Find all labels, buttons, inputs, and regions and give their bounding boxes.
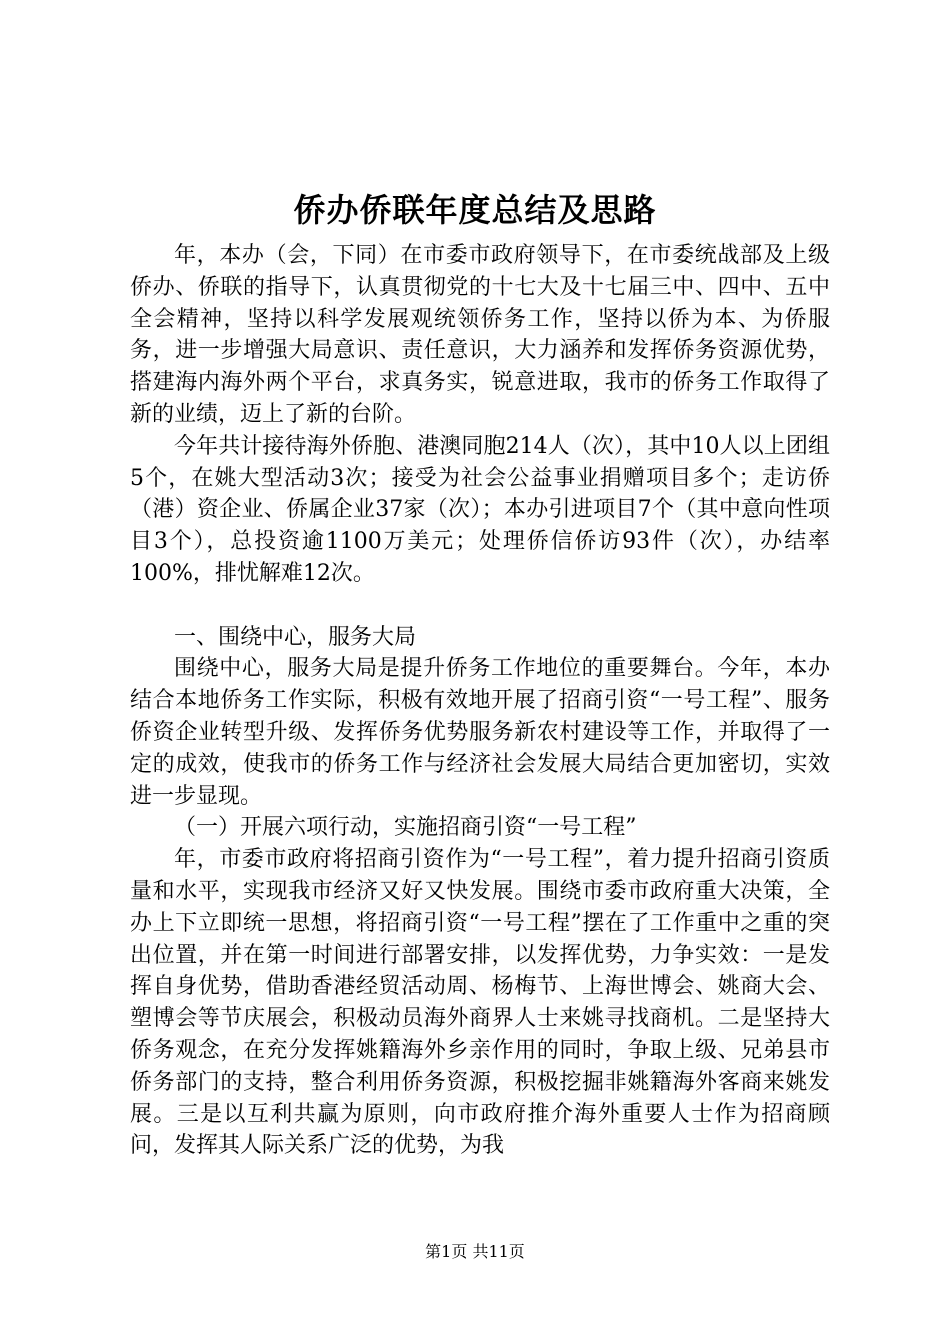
section-heading-1: 一、围绕中心，服务大局 xyxy=(174,624,417,650)
subsection-heading-1: （一）开展六项行动，实施招商引资“一号工程” xyxy=(174,815,637,841)
page-number: 第1页 共11页 xyxy=(425,1242,525,1261)
paragraph-subsection-1: 年，市委市政府将招商引资作为“一号工程”，着力提升招商引资质量和水平，实现我市经济又好又快发展。围绕市委市政府重大决策，全办上下立即统一思想，将招商引资“一号工程”摆在了工作重中之重的突出位置，并在第一时间进行部署安排，以发挥优势，力争实效：一是发挥自身优势，借助香港经贸活动周、杨梅节、上海世博会、姚商大会、塑博会等节庆展会，积极动员海外商界人士来姚寻找商机。二是坚持大侨务观念，在充分发挥姚籍海外乡亲作用的同时，争取上级、兄弟县市侨务部门的支持，整合利用侨务资源，积极挖掘非姚籍海外客商来姚发展。三是以互利共赢为原则，向市政府推介海外重要人士作为招商顾问，发挥其人际关系广泛的优势，为我 xyxy=(130,847,830,1159)
paragraph-section-1: 围绕中心，服务大局是提升侨务工作地位的重要舞台。今年，本办结合本地侨务工作实际，积极有效地开展了招商引资“一号工程”、服务侨资企业转型升级、发挥侨务优势服务新农村建设等工作，并取得了一定的成效，使我市的侨务工作与经济社会发展大局结合更加密切，实效进一步显现。 xyxy=(130,656,830,809)
paragraph-statistics: 今年共计接待海外侨胞、港澳同胞214人（次），其中10人以上团组5个，在姚大型活动3次；接受为社会公益事业捐赠项目多个；走访侨（港）资企业、侨属企业37家（次）；本办引进项目7个（其中意向性项目3个），总投资逾1100万美元；处理侨信侨访93件（次），办结率100%，排忧解难12次。 xyxy=(130,433,830,586)
paragraph-spacer xyxy=(130,590,830,622)
document-title: 侨办侨联年度总结及思路 xyxy=(293,191,657,229)
document-body xyxy=(130,240,830,1162)
paragraph-intro: 年，本办（会，下同）在市委市政府领导下，在市委统战部及上级侨办、侨联的指导下，认真贯彻党的十七大及十七届三中、四中、五中全会精神，坚持以科学发展观统领侨务工作，坚持以侨为本、为侨服务，进一步增强大局意识、责任意识，大力涵养和发挥侨务资源优势，搭建海内海外两个平台，求真务实，锐意进取，我市的侨务工作取得了新的业绩，迈上了新的台阶。 xyxy=(130,243,830,427)
